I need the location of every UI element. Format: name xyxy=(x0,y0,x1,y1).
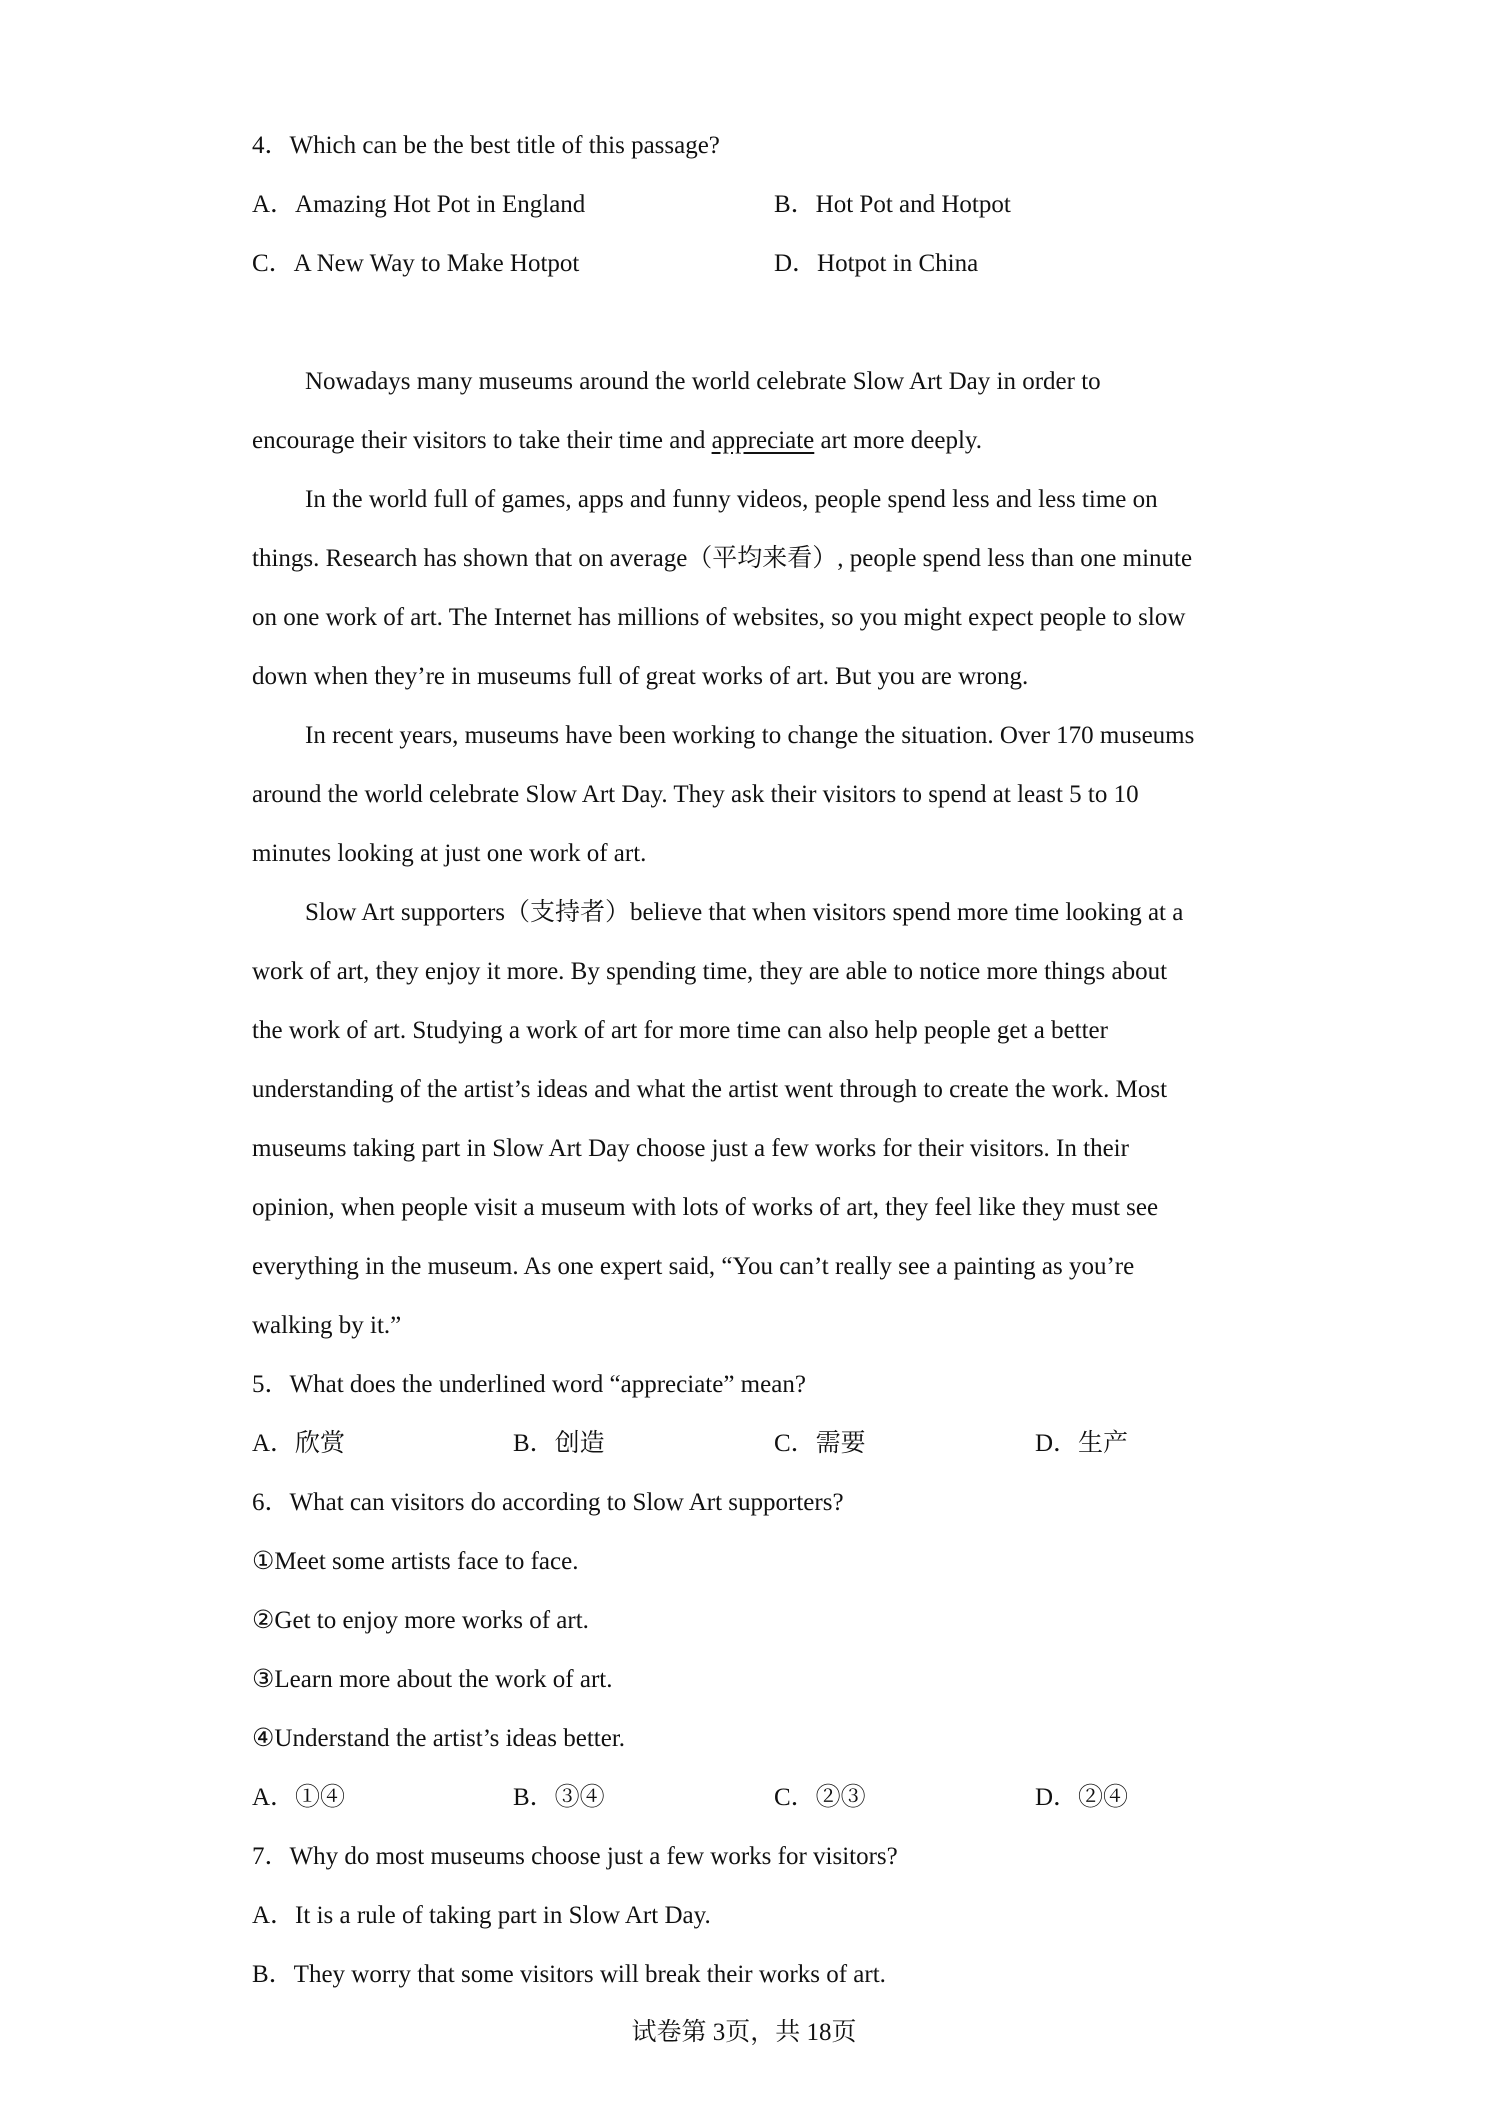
question-7-stem: 7．Why do most museums choose just a few works for visitors? xyxy=(252,1843,898,1870)
question-4-option-d: D．Hotpot in China xyxy=(774,250,979,277)
question-6-statement-2: ②Get to enjoy more works of art. xyxy=(252,1607,589,1634)
passage-p2-line-2: things. Research has shown that on average（平均来看）, people spend less than one minute xyxy=(252,545,1193,572)
page-content xyxy=(252,116,1252,2004)
question-5-option-b: B．创造 xyxy=(513,1430,605,1457)
passage-p2-line-1: In the world full of games, apps and funny videos, people spend less and less time on xyxy=(305,486,1158,513)
passage-p1-line-1: Nowadays many museums around the world celebrate Slow Art Day in order to xyxy=(305,368,1101,395)
passage-p4-line-3: the work of art. Studying a work of art for more time can also help people get a better xyxy=(252,1017,1108,1044)
passage-p2-line-4: down when they’re in museums full of great works of art. But you are wrong. xyxy=(252,663,1029,690)
question-6-option-d: D．②④ xyxy=(1035,1784,1129,1811)
passage-p4-line-7: everything in the museum. As one expert said, “You can’t really see a painting as you’re xyxy=(252,1253,1135,1280)
question-5-stem: 5．What does the underlined word “appreciate” mean? xyxy=(252,1371,806,1398)
question-6-option-c: C．②③ xyxy=(774,1784,866,1811)
question-5-options-row xyxy=(252,1414,1252,1473)
passage-p1-line-2 xyxy=(252,411,1252,470)
question-6-options-row xyxy=(252,1768,1252,1827)
question-6-option-b: B．③④ xyxy=(513,1784,605,1811)
question-6-stem: 6．What can visitors do according to Slow Art supporters? xyxy=(252,1489,844,1516)
question-5-option-a: A．欣赏 xyxy=(252,1430,346,1457)
passage-p3-line-3: minutes looking at just one work of art. xyxy=(252,840,647,867)
question-5-option-c: C．需要 xyxy=(774,1430,866,1457)
question-6-statement-3: ③Learn more about the work of art. xyxy=(252,1666,613,1693)
question-6-statement-1: ①Meet some artists face to face. xyxy=(252,1548,579,1575)
passage-p1-line-2-text-before: encourage their visitors to take their time and xyxy=(252,427,712,454)
passage-p3-line-2: around the world celebrate Slow Art Day. They ask their visitors to spend at least 5 to 10 xyxy=(252,781,1139,808)
question-7-option-a: A．It is a rule of taking part in Slow Art Day. xyxy=(252,1902,711,1929)
passage-p3-line-1: In recent years, museums have been working to change the situation. Over 170 museums xyxy=(305,722,1195,749)
question-4-options-row-2 xyxy=(252,234,1252,293)
passage-p4-line-8: walking by it.” xyxy=(252,1312,402,1339)
passage-p4-line-6: opinion, when people visit a museum with lots of works of art, they feel like they must see xyxy=(252,1194,1159,1221)
question-7-option-b: B．They worry that some visitors will break their works of art. xyxy=(252,1961,886,1988)
page-footer: 试卷第 3页，共 18页 xyxy=(631,2019,857,2046)
question-4-options-row-1 xyxy=(252,175,1252,234)
passage-p4-line-2: work of art, they enjoy it more. By spending time, they are able to notice more things about xyxy=(252,958,1168,985)
question-4-option-a: A．Amazing Hot Pot in England xyxy=(252,191,586,218)
question-4-option-b: B．Hot Pot and Hotpot xyxy=(774,191,1011,218)
passage-p4-line-5: museums taking part in Slow Art Day choose just a few works for their visitors. In their xyxy=(252,1135,1129,1162)
question-4-option-c: C．A New Way to Make Hotpot xyxy=(252,250,580,277)
question-4-stem: 4．Which can be the best title of this passage? xyxy=(252,132,720,159)
question-6-option-a: A．①④ xyxy=(252,1784,346,1811)
underlined-word: appreciate xyxy=(711,427,815,454)
section-gap xyxy=(252,293,1252,352)
question-5-option-d: D．生产 xyxy=(1035,1430,1129,1457)
passage-p4-line-1: Slow Art supporters（支持者）believe that when visitors spend more time looking at a xyxy=(305,899,1184,926)
question-6-statement-4: ④Understand the artist’s ideas better. xyxy=(252,1725,626,1752)
passage-p1-line-2-text-after: art more deeply. xyxy=(814,427,983,454)
passage-p4-line-4: understanding of the artist’s ideas and what the artist went through to create the work. Most xyxy=(252,1076,1168,1103)
passage-p2-line-3: on one work of art. The Internet has millions of websites, so you might expect people to slow xyxy=(252,604,1186,631)
